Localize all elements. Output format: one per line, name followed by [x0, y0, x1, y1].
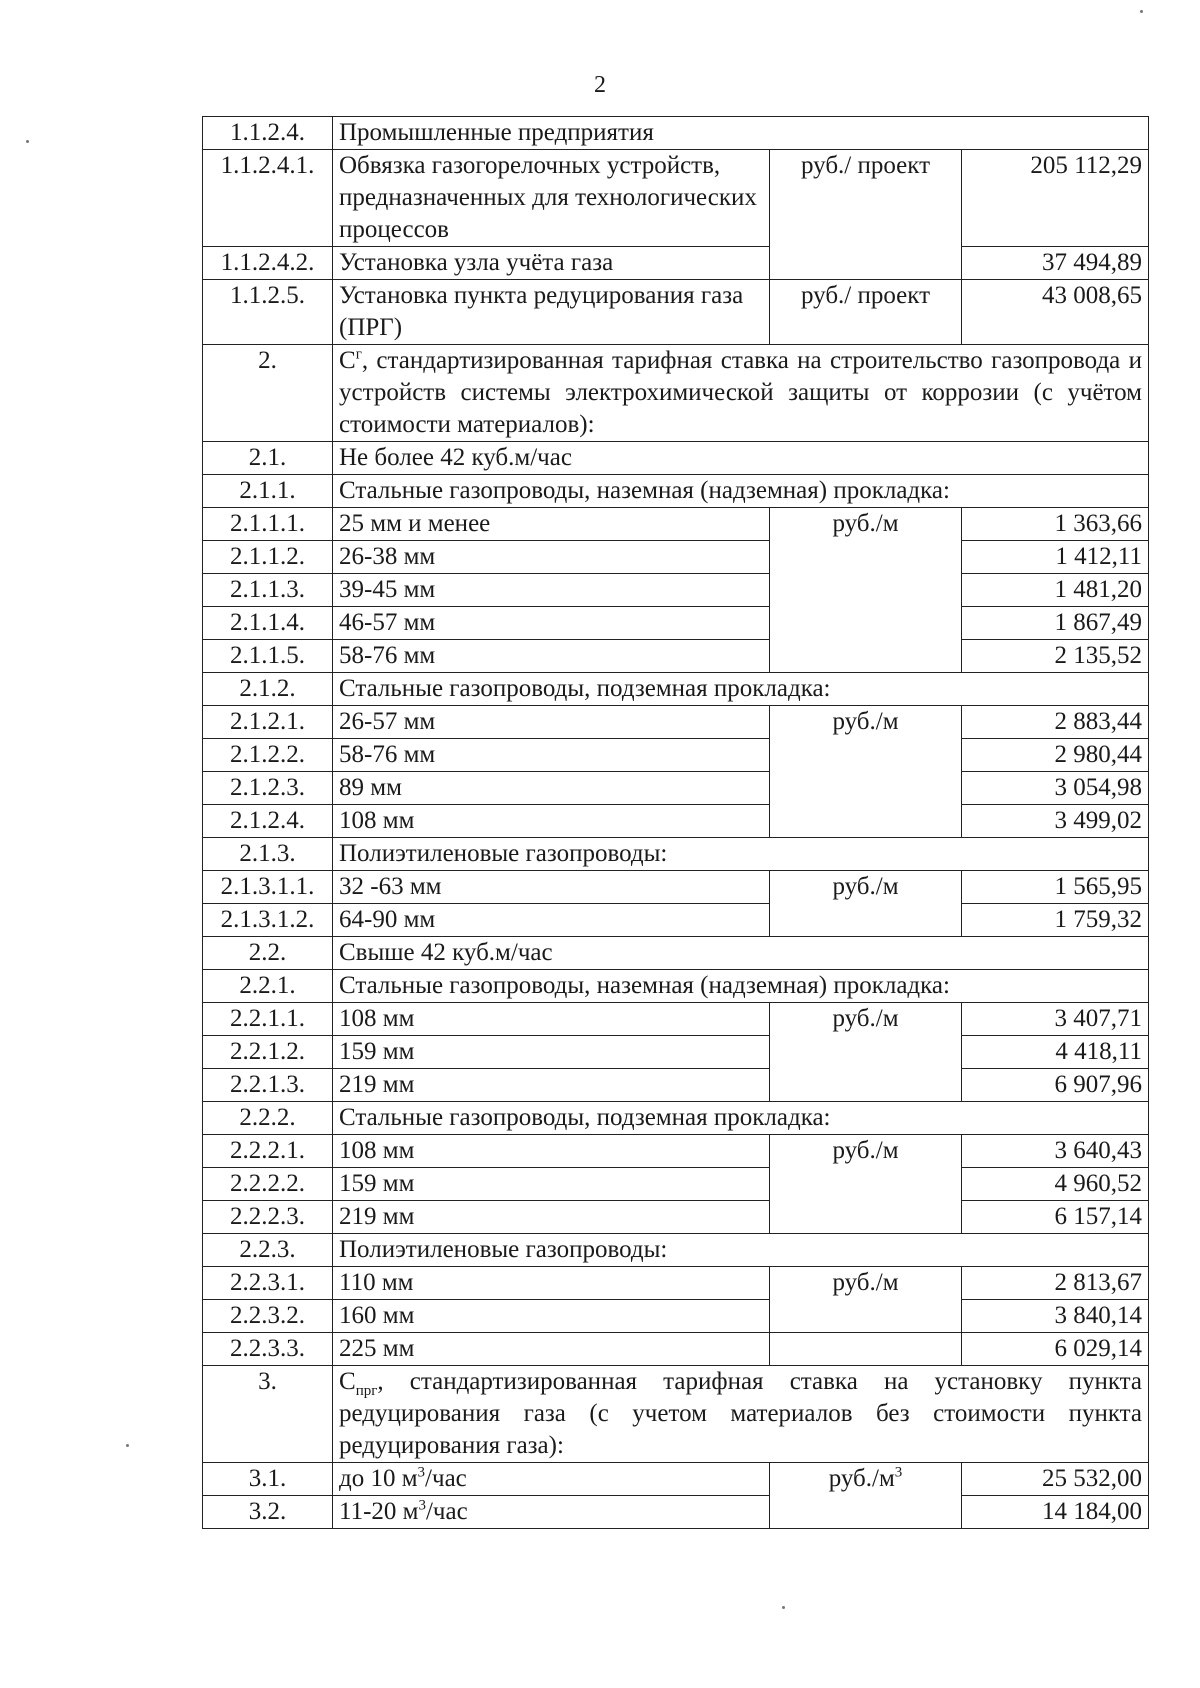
- table-row: [203, 1267, 1149, 1300]
- tariff-symbol-superscript: г: [355, 346, 362, 363]
- row-number: 1.1.2.4.2.: [203, 247, 333, 280]
- section-heading: Свыше 42 куб.м/час: [333, 937, 1149, 970]
- row-number: 2.2.1.2.: [203, 1036, 333, 1069]
- tariff-symbol: С: [339, 1368, 356, 1395]
- row-unit: руб./м: [770, 706, 962, 838]
- row-unit: руб./ проект: [770, 150, 962, 280]
- capacity-text: 11-20 м: [339, 1498, 419, 1525]
- row-description: 32 -63 мм: [333, 871, 770, 904]
- tariff-symbol: С: [339, 347, 356, 374]
- row-value: 1 412,11: [962, 541, 1149, 574]
- row-unit: руб./м: [770, 1267, 962, 1333]
- table-row: [203, 1036, 1149, 1069]
- row-description: 110 мм: [333, 1267, 770, 1300]
- row-value: 3 407,71: [962, 1003, 1149, 1036]
- table-row: [203, 1168, 1149, 1201]
- row-number: 2.1.1.5.: [203, 640, 333, 673]
- row-unit: [770, 1463, 962, 1529]
- row-number: 2.1.2.4.: [203, 805, 333, 838]
- section-heading: Стальные газопроводы, наземная (надземная) прокладка:: [333, 970, 1149, 1003]
- tariff-symbol-subscript: прг: [355, 1383, 378, 1399]
- table-row: [203, 838, 1149, 871]
- table-row: [203, 1366, 1149, 1463]
- row-number: 2.2.1.: [203, 970, 333, 1003]
- row-number: 2.2.2.2.: [203, 1168, 333, 1201]
- row-value: 2 883,44: [962, 706, 1149, 739]
- section-heading: Полиэтиленовые газопроводы:: [333, 1234, 1149, 1267]
- row-description: Обвязка газогорелочных устройств, предназначенных для технологических процессов: [333, 150, 770, 247]
- section-heading: Стальные газопроводы, наземная (надземная) прокладка:: [333, 475, 1149, 508]
- table-row: [203, 970, 1149, 1003]
- row-value: 3 054,98: [962, 772, 1149, 805]
- tariff-table: [202, 116, 1149, 1529]
- capacity-unit: /час: [425, 1465, 467, 1492]
- capacity-text: до 10 м: [339, 1465, 418, 1492]
- table-row: [203, 739, 1149, 772]
- row-number: 2.1.3.1.2.: [203, 904, 333, 937]
- row-number: 2.2.3.: [203, 1234, 333, 1267]
- table-row: [203, 1201, 1149, 1234]
- row-number: 2.2.1.3.: [203, 1069, 333, 1102]
- section-heading: Стальные газопроводы, подземная прокладка:: [333, 1102, 1149, 1135]
- capacity-exponent: 3: [417, 1464, 426, 1481]
- row-number: 2.1.1.3.: [203, 574, 333, 607]
- row-value: 3 840,14: [962, 1300, 1149, 1333]
- table-row: [203, 1333, 1149, 1366]
- row-unit: руб./м: [770, 871, 962, 937]
- row-description: 46-57 мм: [333, 607, 770, 640]
- row-number: 2.1.3.: [203, 838, 333, 871]
- table-row: [203, 508, 1149, 541]
- row-description: 89 мм: [333, 772, 770, 805]
- row-unit: [770, 1333, 962, 1366]
- row-number: 2.1.3.1.1.: [203, 871, 333, 904]
- section-heading: Полиэтиленовые газопроводы:: [333, 838, 1149, 871]
- row-number: 2.1.1.4.: [203, 607, 333, 640]
- table-row: [203, 117, 1149, 150]
- page-number: 2: [594, 72, 606, 98]
- row-unit: руб./ проект: [770, 280, 962, 345]
- table-row: [203, 1234, 1149, 1267]
- row-number: 2.2.3.2.: [203, 1300, 333, 1333]
- row-value: 1 759,32: [962, 904, 1149, 937]
- section-heading: [333, 345, 1149, 442]
- row-description: 159 мм: [333, 1036, 770, 1069]
- scan-speck: [1140, 10, 1143, 13]
- row-number: 2.2.: [203, 937, 333, 970]
- table-row: [203, 150, 1149, 247]
- capacity-unit: /час: [425, 1498, 468, 1525]
- table-row: [203, 442, 1149, 475]
- table-row: [203, 475, 1149, 508]
- row-value: 2 980,44: [962, 739, 1149, 772]
- row-description: 26-57 мм: [333, 706, 770, 739]
- row-number: 1.1.2.4.: [203, 117, 333, 150]
- row-description: 225 мм: [333, 1333, 770, 1366]
- row-value: 2 813,67: [962, 1267, 1149, 1300]
- row-number: 2.1.1.2.: [203, 541, 333, 574]
- row-value: 25 532,00: [962, 1463, 1149, 1496]
- row-value: 6 907,96: [962, 1069, 1149, 1102]
- row-description: 39-45 мм: [333, 574, 770, 607]
- row-description: [333, 1496, 770, 1529]
- row-value: 4 960,52: [962, 1168, 1149, 1201]
- scan-speck: [126, 1444, 129, 1447]
- row-value: 3 640,43: [962, 1135, 1149, 1168]
- row-description: 26-38 мм: [333, 541, 770, 574]
- row-value: 1 363,66: [962, 508, 1149, 541]
- table-row: [203, 574, 1149, 607]
- row-value: 37 494,89: [962, 247, 1149, 280]
- row-unit: руб./м: [770, 508, 962, 673]
- table-row: [203, 904, 1149, 937]
- capacity-exponent: 3: [418, 1497, 426, 1514]
- row-description: 160 мм: [333, 1300, 770, 1333]
- row-number: 1.1.2.5.: [203, 280, 333, 345]
- row-description: 64-90 мм: [333, 904, 770, 937]
- row-number: 2.: [203, 345, 333, 442]
- row-value: 3 499,02: [962, 805, 1149, 838]
- row-value: 205 112,29: [962, 150, 1149, 247]
- row-value: 4 418,11: [962, 1036, 1149, 1069]
- row-value: 14 184,00: [962, 1496, 1149, 1529]
- row-number: 2.1.2.2.: [203, 739, 333, 772]
- row-description: Установка узла учёта газа: [333, 247, 770, 280]
- row-number: 2.1.2.1.: [203, 706, 333, 739]
- row-description: 219 мм: [333, 1069, 770, 1102]
- table-row: [203, 1135, 1149, 1168]
- table-row: [203, 772, 1149, 805]
- row-description: 219 мм: [333, 1201, 770, 1234]
- table-row: [203, 640, 1149, 673]
- section-heading: Стальные газопроводы, подземная прокладка:: [333, 673, 1149, 706]
- table-row: [203, 1300, 1149, 1333]
- section-heading: Не более 42 куб.м/час: [333, 442, 1149, 475]
- row-value: 43 008,65: [962, 280, 1149, 345]
- table-row: [203, 280, 1149, 345]
- row-number: 2.2.3.3.: [203, 1333, 333, 1366]
- unit-text: руб./м: [828, 1465, 895, 1492]
- table-row: [203, 607, 1149, 640]
- row-number: 2.2.3.1.: [203, 1267, 333, 1300]
- row-number: 2.2.1.1.: [203, 1003, 333, 1036]
- section-heading-text: , стандартизированная тарифная ставка на строительство газопровода и устройств системы электрохимической защиты от коррозии (с учётом стоимости материалов):: [339, 347, 1142, 438]
- row-description: Установка пункта редуцирования газа (ПРГ): [333, 280, 770, 345]
- table-row: [203, 1463, 1149, 1496]
- table-row: [203, 1003, 1149, 1036]
- unit-exponent: 3: [894, 1464, 903, 1481]
- table-row: [203, 706, 1149, 739]
- row-description: 58-76 мм: [333, 739, 770, 772]
- section-heading: [333, 1366, 1149, 1463]
- table-row: [203, 541, 1149, 574]
- table-row: [203, 1496, 1149, 1529]
- row-description: 108 мм: [333, 805, 770, 838]
- scan-speck: [782, 1606, 785, 1609]
- row-value: 6 029,14: [962, 1333, 1149, 1366]
- row-value: 1 481,20: [962, 574, 1149, 607]
- row-number: 2.2.2.1.: [203, 1135, 333, 1168]
- row-description: 108 мм: [333, 1135, 770, 1168]
- table-row: [203, 937, 1149, 970]
- table-row: [203, 1069, 1149, 1102]
- row-description: 108 мм: [333, 1003, 770, 1036]
- table-row: [203, 1102, 1149, 1135]
- row-number: 2.2.2.: [203, 1102, 333, 1135]
- row-number: 3.2.: [203, 1496, 333, 1529]
- table-row: [203, 345, 1149, 442]
- row-value: 1 565,95: [962, 871, 1149, 904]
- row-number: 2.1.2.: [203, 673, 333, 706]
- scan-speck: [26, 140, 29, 143]
- row-value: 1 867,49: [962, 607, 1149, 640]
- table-row: [203, 247, 1149, 280]
- row-unit: руб./м: [770, 1135, 962, 1234]
- row-number: 2.1.1.: [203, 475, 333, 508]
- row-number: 2.1.: [203, 442, 333, 475]
- row-number: 3.: [203, 1366, 333, 1463]
- row-number: 3.1.: [203, 1463, 333, 1496]
- table-row: [203, 673, 1149, 706]
- row-number: 2.1.1.1.: [203, 508, 333, 541]
- row-description: 159 мм: [333, 1168, 770, 1201]
- row-description: [333, 1463, 770, 1496]
- table-row: [203, 805, 1149, 838]
- row-description: 58-76 мм: [333, 640, 770, 673]
- section-heading: Промышленные предприятия: [333, 117, 1149, 150]
- row-value: 2 135,52: [962, 640, 1149, 673]
- section-heading-text: , стандартизированная тарифная ставка на установку пункта редуцирования газа (с учетом материалов без стоимости пункта редуцирования газа):: [339, 1368, 1142, 1459]
- row-number: 2.1.2.3.: [203, 772, 333, 805]
- row-unit: руб./м: [770, 1003, 962, 1102]
- table-row: [203, 871, 1149, 904]
- row-value: 6 157,14: [962, 1201, 1149, 1234]
- row-number: 2.2.2.3.: [203, 1201, 333, 1234]
- row-number: 1.1.2.4.1.: [203, 150, 333, 247]
- row-description: 25 мм и менее: [333, 508, 770, 541]
